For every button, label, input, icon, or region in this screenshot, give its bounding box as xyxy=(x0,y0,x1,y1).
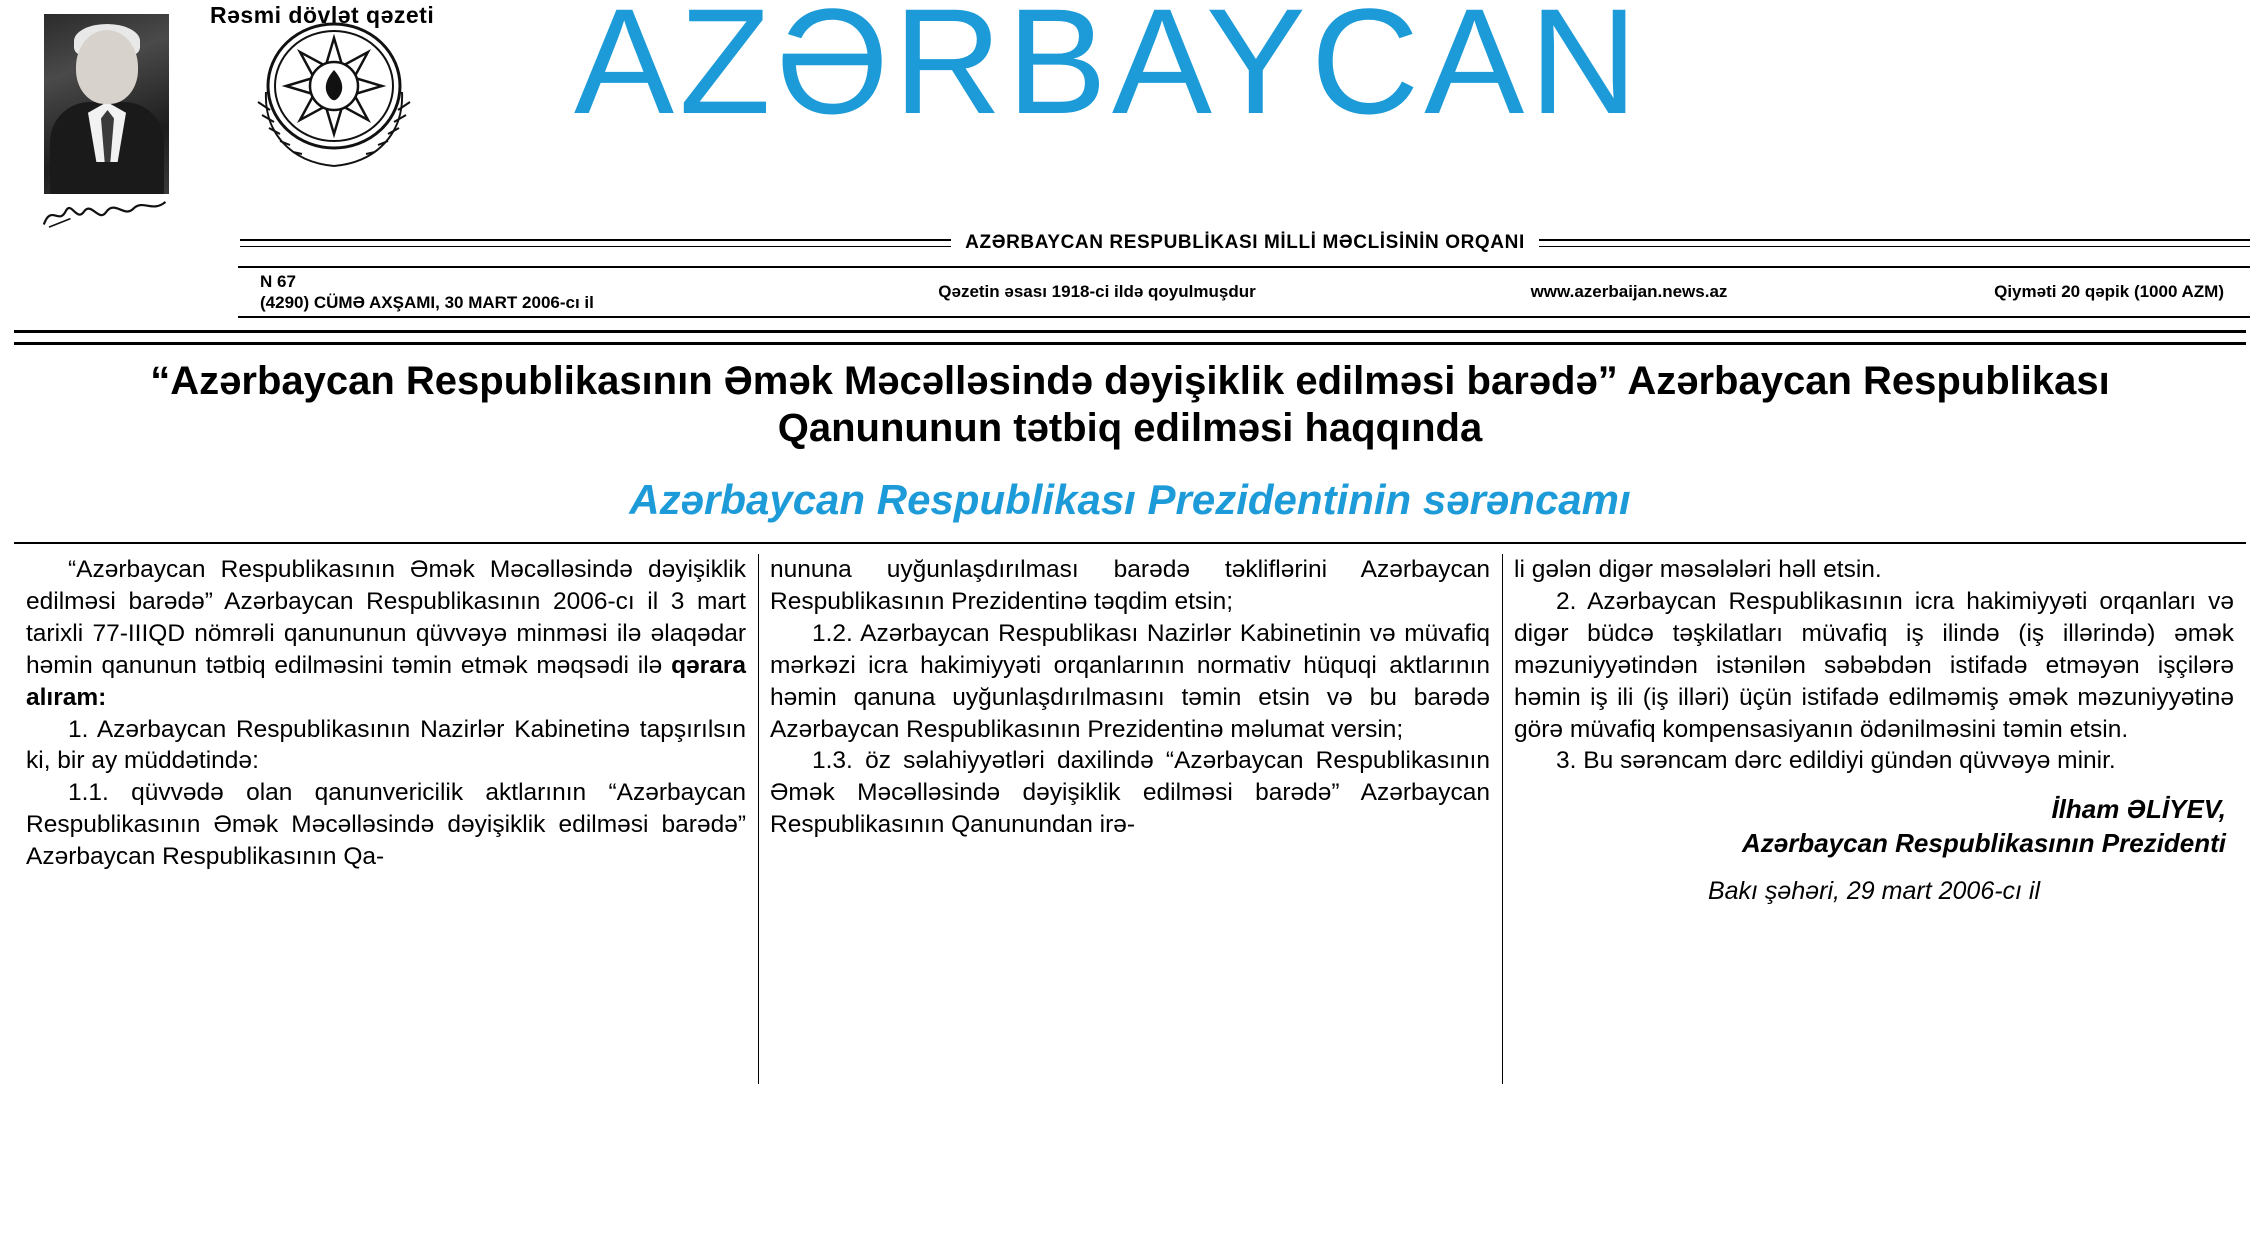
paragraph: 3. Bu sərəncam dərc edildiyi gündən qüvvəyə minir. xyxy=(1556,747,2116,775)
portrait-head xyxy=(76,30,138,104)
issue-block xyxy=(238,271,730,314)
website-link[interactable]: www.azerbaijan.news.az xyxy=(1530,282,1728,301)
masthead-kicker: Rəsmi dövlət qəzeti xyxy=(210,2,435,28)
masthead-bottom-rule xyxy=(14,330,2246,345)
signature-title: Azərbaycan Respublikasının Prezidenti xyxy=(1741,828,2226,859)
issue-number: N 67 xyxy=(260,271,296,291)
article-subheadline: Azərbaycan Respublikası Prezidentinin sərəncamı xyxy=(629,476,1631,524)
price-text: Qiyməti 20 qəpik (1000 AZM) xyxy=(1994,282,2224,301)
place-and-date: Bakı şəhəri, 29 mart 2006-cı il xyxy=(1707,876,2041,905)
emblem-svg xyxy=(250,14,418,174)
article-columns xyxy=(14,554,2246,1084)
column-divider xyxy=(758,554,759,1084)
organ-line xyxy=(240,232,2250,254)
paragraph: li gələn digər məsələləri həll etsin. xyxy=(1514,556,1882,584)
page-title: AZƏRBAYCAN xyxy=(574,0,1643,145)
paragraph: 1.3. öz səlahiyyətləri daxilində “Azərbaycan Respublikasının Əmək Məcəlləsində dəyişiklik edilməsi barədə” Azərbaycan Respublikasının Qanunundan irə- xyxy=(770,747,1490,839)
organ-rule-left xyxy=(240,239,951,247)
founded-text: Qəzetin əsası 1918-ci ildə qoyulmuşdur xyxy=(938,282,1256,301)
column-divider xyxy=(1502,554,1503,1084)
paragraph: nununa uyğunlaşdırılması barədə təkliflərini Azərbaycan Respublikasının Prezidentinə təqdim etsin; xyxy=(770,556,1490,616)
article xyxy=(14,348,2246,1248)
signature-svg xyxy=(39,191,176,230)
paragraph: “Azərbaycan Respublikasının Əmək Məcəlləsində dəyişiklik edilməsi barədə” Azərbaycan Respublikasının 2006-cı il 3 mart tarixli 77-IIIQD nömrəli qanununun qüvvəyə minməsi ilə əlaqədar həmin qanunun tətbiq edilməsini təmin etmək məqsədi ilə qərara alıram: xyxy=(26,556,746,711)
masthead xyxy=(14,0,2246,228)
article-column-3 xyxy=(1502,554,2246,1084)
issue-date: (4290) CÜMƏ AXŞAMI, 30 MART 2006-cı il xyxy=(260,293,594,312)
signature-mark xyxy=(39,191,176,230)
paragraph: 2. Azərbaycan Respublikasının icra hakimiyyəti orqanları və digər büdcə təşkilatları müvafiq iş ilində (iş illərində) əmək məzuniyyətindən istənilən səbəbdən istifadə etməyən işçilərə həmin iş ili (iş illəri) üçün istifadə edilməmiş əmək məzuniyyətinə görə müvafiq kompensasiyanın ödənilməsini təmin etsin. xyxy=(1514,588,2234,743)
article-column-2 xyxy=(758,554,1502,1084)
azerbaijan-state-emblem xyxy=(250,14,418,174)
signature-name: İlham ƏLİYEV, xyxy=(2051,794,2226,825)
organ-rule-right xyxy=(1539,239,2250,247)
article-headline: “Azərbaycan Respublikasının Əmək Məcəlləsində dəyişiklik edilməsi barədə” Azərbaycan Respublikası Qanununun tətbiq edilməsi haqqında xyxy=(150,359,2110,451)
heydar-aliyev-portrait xyxy=(44,14,169,194)
article-column-1 xyxy=(14,554,758,1084)
organ-text: AZƏRBAYCAN RESPUBLİKASI MİLLİ MƏCLİSİNİN ORQANI xyxy=(965,232,1525,253)
paragraph: 1. Azərbaycan Respublikasının Nazirlər Kabinetinə tapşırılsın ki, bir ay müddətində: xyxy=(26,715,746,775)
signature-block xyxy=(1514,793,2234,861)
masthead-infobar xyxy=(238,266,2250,318)
paragraph: 1.2. Azərbaycan Respublikası Nazirlər Kabinetinin və müvafiq mərkəzi icra hakimiyyəti orqanlarının normativ hüquqi aktlarının həmin qanuna uyğunlaşdırılmasını təmin etsin və bu barədə Azərbaycan Respublikasının Prezidentinə məlumat versin; xyxy=(770,620,1490,743)
paragraph: 1.1. qüvvədə olan qanunvericilik aktlarının “Azərbaycan Respublikasının Əmək Məcəlləsində dəyişiklik edilməsi barədə” Azərbaycan Respublikasının Qa- xyxy=(26,779,746,870)
columns-top-rule xyxy=(14,542,2246,544)
decision-phrase: qərara alıram: xyxy=(26,651,746,711)
